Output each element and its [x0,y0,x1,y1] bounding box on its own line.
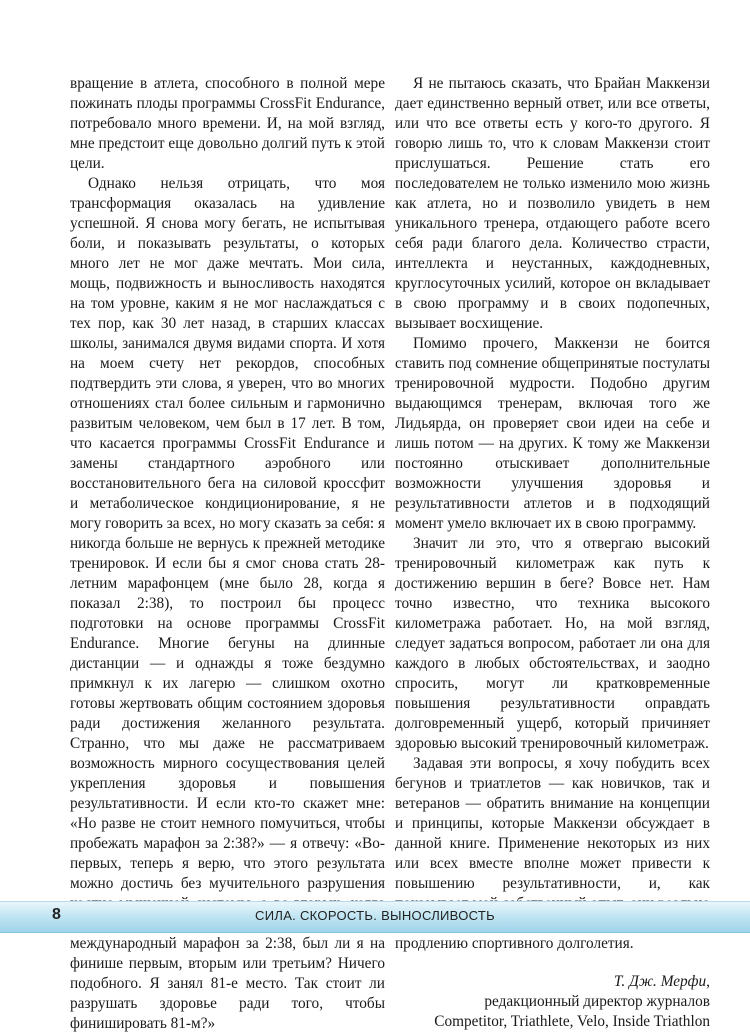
left-column [70,74,385,1034]
signature-block [395,972,710,1032]
paragraph-continued: вращение в атлета, способного в полной мере пожинать плоды программы CrossFit Endurance, потребовало много времени. И, на мой взгляд, мне предстоит еще довольно долгий путь к этой цели. [70,75,385,172]
paragraph: Я не пытаюсь сказать, что Брайан Маккензи дает единственно верный ответ, или все ответы, или что все ответы есть у кого-то другого. Я говорю лишь то, что к словам Маккензи стоит прислушаться. Решение стать его последователем не только изменило мою жизнь как атлета, но и позволило увидеть в нем уникального тренера, отдающего работе всего себя ради благого дела. Количество страсти, интеллекта и неустанных, каждодневных, круглосуточных усилий, которое он вкладывает в свою программу и в своих подопечных, вызывает восхищение. [395,75,710,332]
right-column [395,74,710,1034]
paragraph: Значит ли это, что я отвергаю высокий тренировочный километраж как путь к достижению вершин в беге? Вовсе нет. Нам точно известно, что техника высокого километража работает. Но, на мой взгляд, следует задаться вопросом, работает ли она для каждого в любых обстоятельствах, и заодно спросить, могут ли кратковременные повышения результативности оправдать долговременный ущерб, который причиняет здоровью высокий тренировочный километраж. [395,535,710,752]
paragraph: Задавая эти вопросы, я хочу побудить всех бегунов и триатлетов — как новичков, так и ветеранов — обратить внимание на концепции и принципы, которые Маккензи обсуждает в данной книге. Применение некоторых из них или всех вместе вполне может привести к повышению результативности, и, как продлению спортивного долголетия. [395,755,710,952]
page-number: 8 [52,906,61,923]
page-text [70,74,710,1034]
running-title: СИЛА. СКОРОСТЬ. ВЫНОСЛИВОСТЬ [255,908,495,923]
paragraph: Однако нельзя отрицать, что моя трансформация оказалась на удивление успешной. Я снова могу бегать, не испытывая боли, и показывать результаты, о которых много лет не мог даже мечтать. Мои сила, мощь, подвижность и выносливость находятся на том уровне, каким я не мог наслаждаться с тех пор, как 30 лет назад, в старших классах школы, занимался двумя видами спорта. И хотя на моем счету нет рекордов, способных подтвердить эти слова, я уверен, что во многих отношениях стал более сильным и гармонично развитым человеком, чем был в 17 лет. В том, что касается программы CrossFit Endurance и замены стандартного аэробного или восстановительного бега на силовой кроссфит и метаболическое кондиционирование, я не могу говорить за всех, но могу сказать за себя: я никогда больше не вернусь к прежней методике тренировок. И если бы я смог снова стать 28-летним марафонцем (мне было 28, когда я показал 2:38), то построил бы процесс подготовки на основе программы CrossFit Endurance. Многие бегуны на длинные дистанции — и однажды я тоже бездумно примкнул к их лагерю — слишком охотно готовы жертвовать общим состоянием здоровья ради достижения желанного результата. Странно, что мы даже не рассматриваем возможность мирного сосуществования целей укрепления здоровья и повышения результативности. И если кто-то скажет мне: «Но разве не стоит немного помучиться, чтобы пробежать марафон за 2:38?» — я отвечу: «Во-первых, теперь я верю, что этого результата можно достичь без мучительного разрушения международный марафон за 2:38, был ли я на финише первым, вторым или третьим? Ничего подобного. Я занял 81-е место. Так стоит ли разрушать здоровье ради того, чтобы финишировать 81-м?» [70,175,385,1032]
signature-author: Т. Дж. Мерфи, [613,973,710,990]
signature-role: редакционный директор журналов [484,993,710,1010]
signature-publications: Competitor, Triathlete, Velo, Inside Triathlon [434,1013,710,1030]
paragraph: Помимо прочего, Маккензи не боится ставить под сомнение общепринятые постулаты тренировочной мудрости. Подобно другим выдающимся тренерам, включая того же Лидьярда, он проверяет свои идеи на себе и лишь потом — на других. К тому же Маккензи постоянно отыскивает дополнительные возможности улучшения здоровья и результативности атлетов и в подходящий момент умело включает их в свою программу. [395,335,710,532]
